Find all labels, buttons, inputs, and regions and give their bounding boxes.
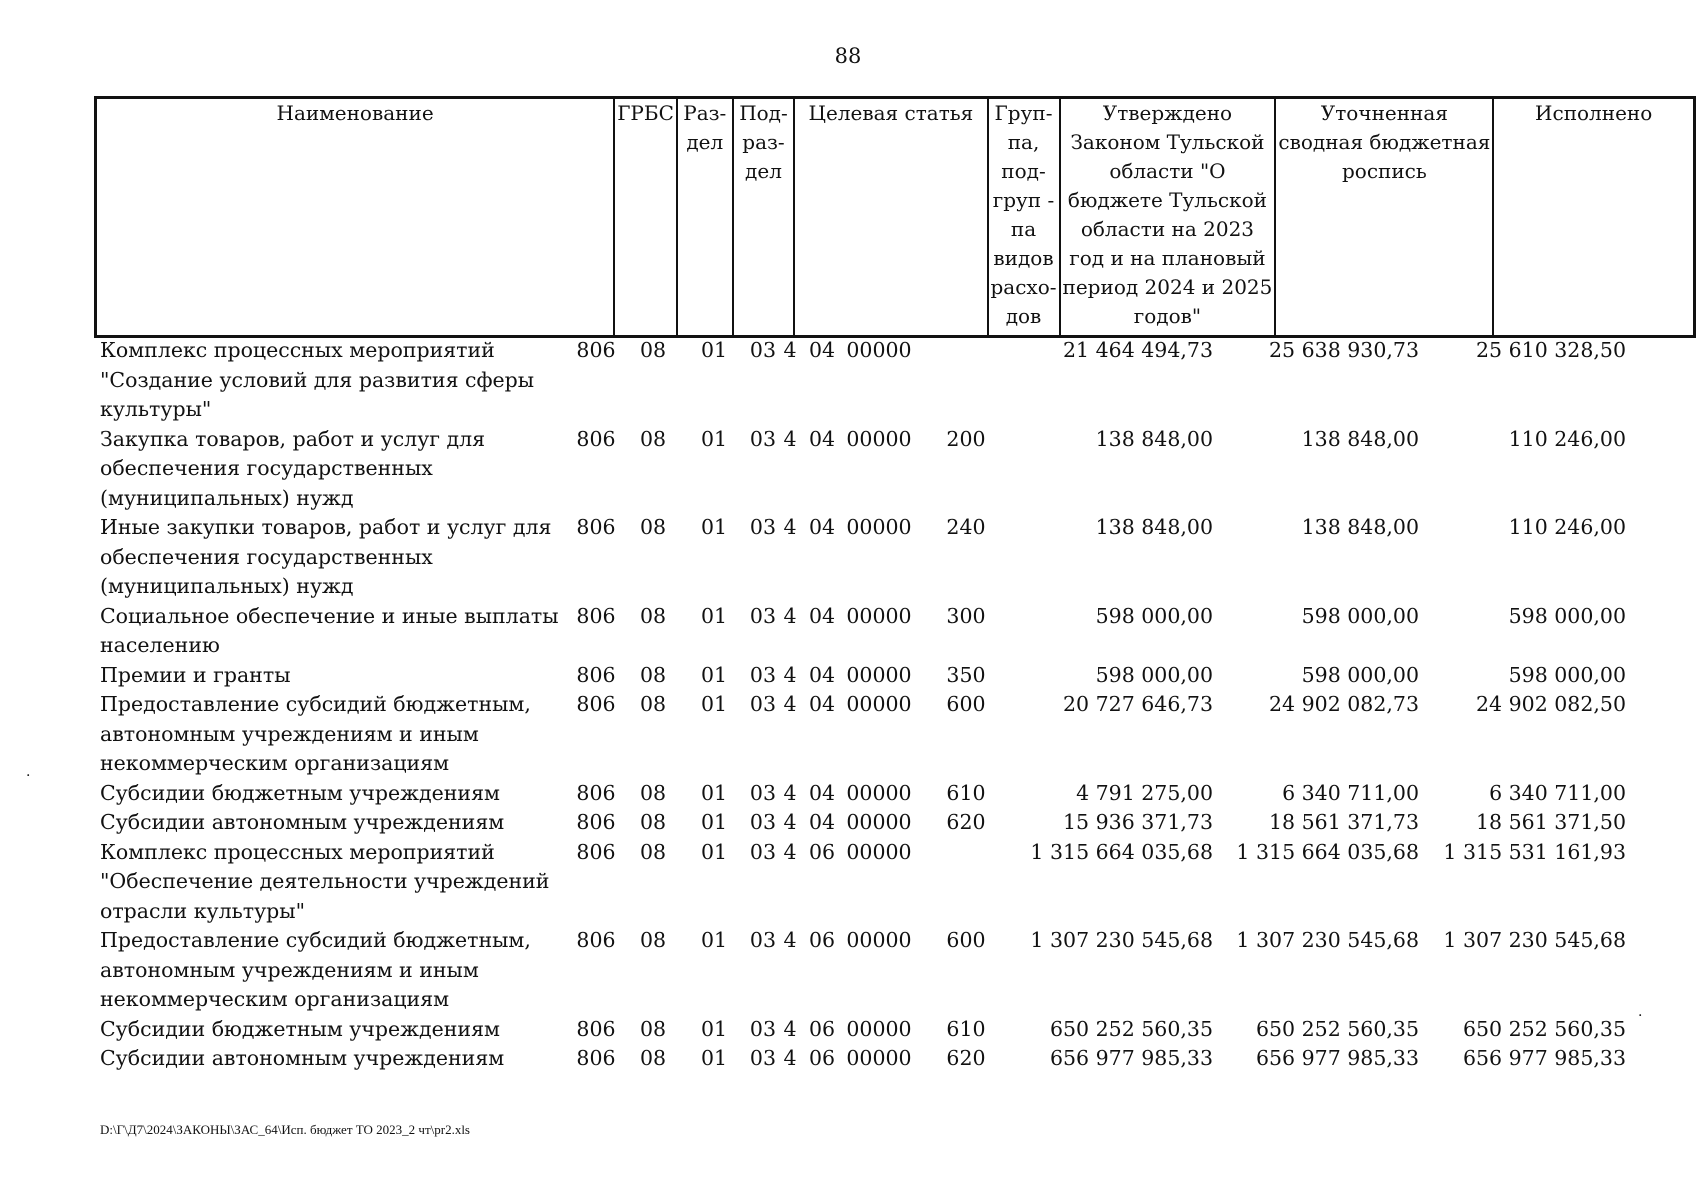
target-article-part: 03 [749,662,776,687]
grbs-cell: 806 [576,692,616,716]
razdel-cell: 08 [639,1016,667,1041]
row-name-line: автономным учреждениям и иным [100,721,479,746]
grbs-cell: 806 [576,515,616,539]
vr-cell: 620 [946,810,986,834]
target-article-part: 04 [808,662,836,687]
executed-amount: 18 561 371,50 [1476,810,1626,834]
header-grbs [614,98,677,337]
target-article-part: 4 [783,603,797,628]
header-line: ГРБС [617,101,674,125]
header-line: дел [745,159,782,183]
vr-cell: 240 [946,515,986,539]
row-name [100,690,540,779]
grbs-cell: 806 [576,1016,616,1041]
table-row [94,1044,1626,1074]
header-line: Утверждено [1102,101,1233,125]
header-line: Под- [739,101,788,125]
row-name-line: (муниципальных) нужд [100,574,354,598]
row-name-line: некоммерческим организациям [100,987,450,1011]
executed-amount: 656 977 985,33 [1462,1046,1626,1070]
header-line: Наименование [276,101,434,125]
razdel-cell: 08 [639,603,667,628]
header-line: области на 2023 [1080,217,1255,241]
approved-amount: 1 315 664 035,68 [1030,839,1213,864]
table-row [94,425,1626,514]
header-line: под- [1001,159,1046,183]
row-name [100,1044,540,1074]
target-article-part: 06 [808,1046,836,1070]
header-line: области "О [1109,159,1226,183]
target-article-part: 04 [808,692,836,716]
podrazdel-cell: 01 [700,1046,728,1070]
razdel-cell: 08 [639,839,667,864]
target-article-part: 00000 [846,1046,912,1070]
row-name-line: (муниципальных) нужд [100,485,354,510]
row-name-line: Закупка товаров, работ и услуг для [100,426,486,451]
refined-amount: 18 561 371,73 [1269,810,1419,834]
podrazdel-cell: 01 [700,426,728,451]
razdel-cell: 08 [639,810,667,834]
header-line: груп - [992,188,1055,212]
grbs-cell: 806 [576,338,616,362]
executed-amount: 110 246,00 [1508,515,1626,539]
header-line: сводная бюджетная [1278,130,1491,154]
table-body [94,336,1626,1074]
target-article-part: 03 [749,515,776,539]
header-line: год и на плановый [1069,246,1266,270]
row-name [100,808,540,838]
header-line: раз- [742,130,785,154]
scan-dot: · [26,768,31,784]
approved-amount: 598 000,00 [1095,662,1213,687]
table-row [94,661,1626,691]
approved-amount: 15 936 371,73 [1063,810,1213,834]
refined-amount: 598 000,00 [1301,603,1419,628]
podrazdel-cell: 01 [700,603,728,628]
refined-amount: 138 848,00 [1301,426,1419,451]
header-line: дел [686,130,724,154]
header-razdel [677,98,733,337]
target-article-part: 4 [783,780,797,805]
razdel-cell: 08 [639,338,667,362]
target-article-part: 00000 [846,515,912,539]
refined-amount: 24 902 082,73 [1269,692,1419,716]
grbs-cell: 806 [576,928,616,952]
approved-amount: 20 727 646,73 [1063,692,1213,716]
refined-amount: 598 000,00 [1301,662,1419,687]
header-line: дов [1005,304,1042,328]
executed-amount: 1 307 230 545,68 [1443,928,1626,952]
target-article-part: 03 [749,692,776,716]
table-row [94,513,1626,602]
row-name-line: некоммерческим организациям [100,751,450,775]
approved-amount: 650 252 560,35 [1049,1016,1213,1041]
target-article-part: 03 [749,928,776,952]
approved-amount: 138 848,00 [1095,515,1213,539]
refined-amount: 1 307 230 545,68 [1236,928,1419,952]
row-name [100,838,550,927]
podrazdel-cell: 01 [700,1016,728,1041]
approved-amount: 656 977 985,33 [1049,1046,1213,1070]
target-article-part: 04 [808,426,836,451]
target-article-part: 04 [808,515,836,539]
target-article-part: 00000 [846,839,912,864]
target-article-part: 03 [749,810,776,834]
target-article-part: 4 [783,515,797,539]
razdel-cell: 08 [639,1046,667,1070]
refined-amount: 1 315 664 035,68 [1236,839,1419,864]
executed-amount: 6 340 711,00 [1489,780,1626,805]
target-article-part: 03 [749,426,776,451]
target-article-part: 4 [783,692,797,716]
row-name-line: "Создание условий для развития сферы [100,367,535,392]
target-article-part: 00000 [846,810,912,834]
row-name-line: отрасли культуры" [100,898,306,923]
scan-dot: · [1638,1008,1643,1024]
header-line: Уточненная [1320,101,1448,125]
row-name-line: Предоставление субсидий бюджетным, [100,928,531,952]
target-article-part: 4 [783,928,797,952]
table-row [94,336,1626,425]
target-article-part: 00000 [846,603,912,628]
header-target-article [794,98,987,337]
grbs-cell: 806 [576,780,616,805]
row-name [100,513,552,602]
target-article-part: 06 [808,1016,836,1041]
header-line: годов" [1133,304,1202,328]
target-article-part: 00000 [846,692,912,716]
target-article-part: 4 [783,839,797,864]
header-line: Исполнено [1535,101,1653,125]
target-article-part: 00000 [846,338,912,362]
row-name-line: автономным учреждениям и иным [100,957,479,982]
target-article-part: 00000 [846,780,912,805]
header-line: видов [993,246,1054,270]
vr-cell: 350 [946,662,986,687]
vr-cell: 610 [946,1016,986,1041]
target-article-part: 4 [783,338,797,362]
approved-amount: 21 464 494,73 [1063,338,1213,362]
header-line: период 2024 и 2025 [1062,275,1273,299]
header-line: расхо- [990,275,1057,299]
row-name [100,336,540,425]
refined-amount: 650 252 560,35 [1255,1016,1419,1041]
header-line: бюджете Тульской [1067,188,1267,212]
refined-amount: 656 977 985,33 [1255,1046,1419,1070]
vr-cell: 200 [946,426,986,451]
razdel-cell: 08 [639,426,667,451]
target-article-part: 4 [783,1016,797,1041]
grbs-cell: 806 [576,603,616,628]
row-name-line: Субсидии бюджетным учреждениям [100,1016,500,1041]
target-article-part: 4 [783,810,797,834]
header-line: па [1010,217,1037,241]
table-row [94,838,1626,927]
target-article-part: 03 [749,839,776,864]
target-article-part: 00000 [846,928,912,952]
razdel-cell: 08 [639,662,667,687]
row-name [100,661,540,691]
target-article-part: 04 [808,810,836,834]
executed-amount: 650 252 560,35 [1462,1016,1626,1041]
table-row [94,602,1626,661]
target-article-part: 06 [808,928,836,952]
razdel-cell: 08 [639,780,667,805]
table-header [94,96,1696,338]
vr-cell: 620 [946,1046,986,1070]
target-article-part: 00000 [846,662,912,687]
target-article-part: 4 [783,1046,797,1070]
target-article-part: 03 [749,603,776,628]
refined-amount: 138 848,00 [1301,515,1419,539]
row-name [100,779,540,809]
row-name-line: обеспечения государственных [100,544,433,569]
executed-amount: 110 246,00 [1508,426,1626,451]
header-line: роспись [1341,159,1427,183]
row-name-line: Комплекс процессных мероприятий [100,338,495,362]
target-article-part: 03 [749,1046,776,1070]
approved-amount: 4 791 275,00 [1076,780,1213,805]
executed-amount: 25 610 328,50 [1476,338,1626,362]
razdel-cell: 08 [639,692,667,716]
podrazdel-cell: 01 [700,810,728,834]
header-refined [1275,98,1493,337]
table-row [94,1015,1626,1045]
target-article-part: 04 [808,780,836,805]
row-name-line: "Обеспечение деятельности учреждений [100,869,550,893]
target-article-part: 4 [783,426,797,451]
header-vr-group [988,98,1060,337]
grbs-cell: 806 [576,662,616,687]
header-line: па, [1007,130,1040,154]
row-name-line: Субсидии автономным учреждениям [100,1046,505,1070]
grbs-cell: 806 [576,426,616,451]
target-article-part: 03 [749,338,776,362]
podrazdel-cell: 01 [700,839,728,864]
row-name-line: Премии и гранты [100,662,291,687]
podrazdel-cell: 01 [700,515,728,539]
approved-amount: 1 307 230 545,68 [1030,928,1213,952]
executed-amount: 1 315 531 161,93 [1443,839,1626,864]
row-name [100,1015,540,1045]
target-article-part: 03 [749,1016,776,1041]
target-article-part: 04 [808,338,836,362]
podrazdel-cell: 01 [700,662,728,687]
grbs-cell: 806 [576,839,616,864]
row-name-line: населению [100,633,220,657]
row-name-line: культуры" [100,397,212,421]
target-article-part: 4 [783,662,797,687]
target-article-part: 03 [749,780,776,805]
header-podrazdel [733,98,795,337]
approved-amount: 598 000,00 [1095,603,1213,628]
table-row [94,690,1626,779]
executed-amount: 24 902 082,50 [1476,692,1626,716]
approved-amount: 138 848,00 [1095,426,1213,451]
header-name [96,98,615,337]
header-executed [1493,98,1694,337]
podrazdel-cell: 01 [700,692,728,716]
vr-cell: 600 [946,692,986,716]
executed-amount: 598 000,00 [1508,603,1626,628]
target-article-part: 00000 [846,1016,912,1041]
refined-amount: 25 638 930,73 [1269,338,1419,362]
executed-amount: 598 000,00 [1508,662,1626,687]
refined-amount: 6 340 711,00 [1282,780,1419,805]
podrazdel-cell: 01 [700,780,728,805]
row-name-line: Субсидии автономным учреждениям [100,810,505,834]
header-line: Целевая статья [808,101,974,125]
table-row [94,779,1626,809]
vr-cell: 600 [946,928,986,952]
row-name [100,425,540,514]
row-name [100,602,559,661]
vr-cell: 610 [946,780,986,805]
row-name-line: обеспечения государственных [100,456,433,480]
razdel-cell: 08 [639,515,667,539]
table-row [94,808,1626,838]
row-name-line: Предоставление субсидий бюджетным, [100,692,531,716]
row-name-line: Комплекс процессных мероприятий [100,839,495,864]
header-line: Раз- [683,101,727,125]
table-row [94,926,1626,1015]
target-article-part: 00000 [846,426,912,451]
razdel-cell: 08 [639,928,667,952]
target-article-part: 04 [808,603,836,628]
file-path: D:\Г\Д7\2024\ЗАКОНЫ\ЗАС_64\Исп. бюджет ТО 2023_2 чт\pr2.xls [100,1122,470,1137]
header-line: Законом Тульской [1070,130,1265,154]
page-number: 88 [834,44,862,68]
podrazdel-cell: 01 [700,928,728,952]
grbs-cell: 806 [576,1046,616,1070]
target-article-part: 06 [808,839,836,864]
grbs-cell: 806 [576,810,616,834]
header-line: Груп- [994,101,1053,125]
header-approved [1060,98,1276,337]
row-name [100,926,540,1015]
podrazdel-cell: 01 [700,338,728,362]
row-name-line: Субсидии бюджетным учреждениям [100,780,500,805]
row-name-line: Социальное обеспечение и иные выплаты [100,603,559,628]
vr-cell: 300 [946,603,986,628]
row-name-line: Иные закупки товаров, работ и услуг для [100,515,552,539]
